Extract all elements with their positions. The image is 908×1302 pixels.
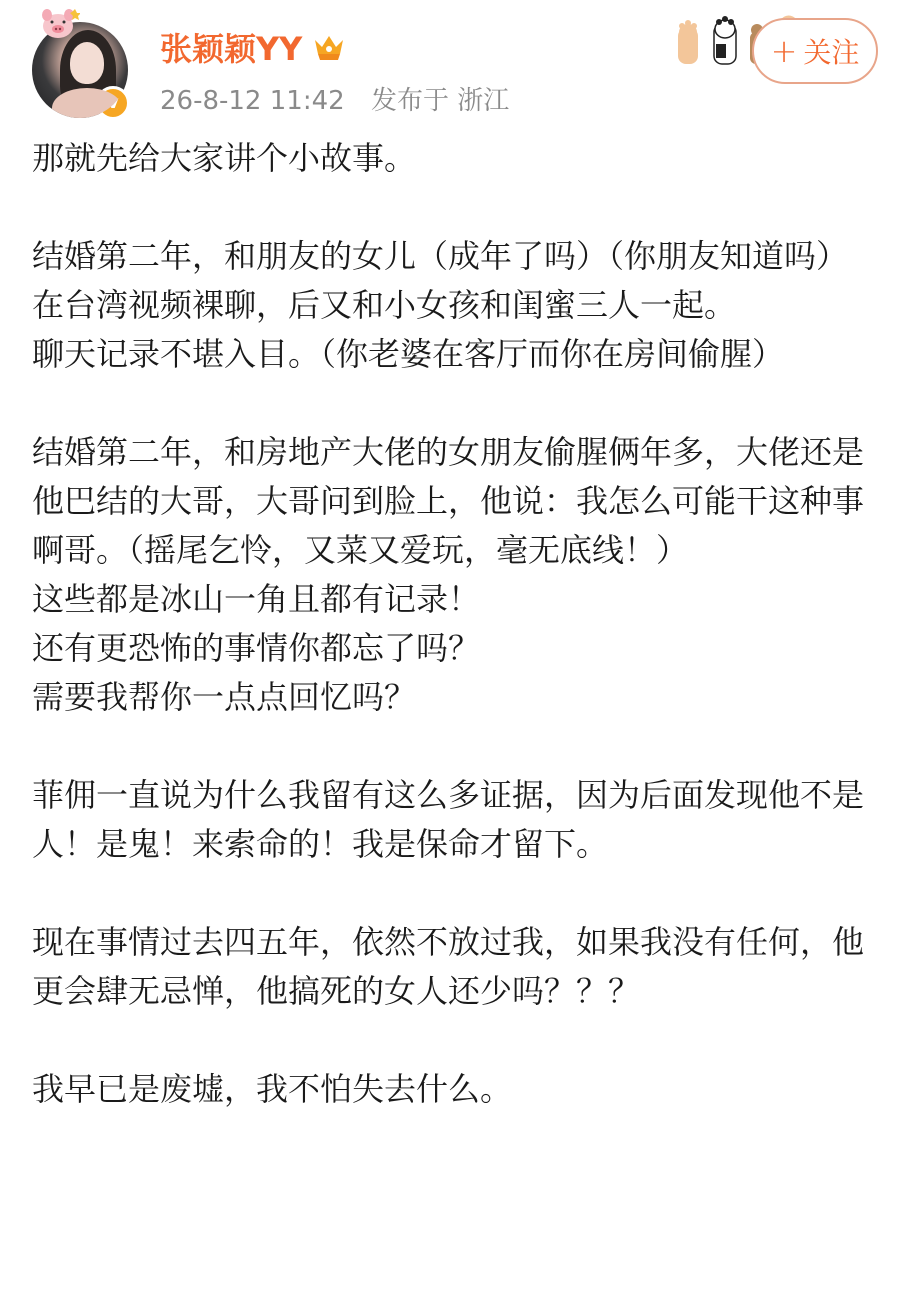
post-text-line: 还有更恐怖的事情你都忘了吗？ <box>32 629 481 667</box>
post-text-line: 需要我帮你一点点回忆吗？ <box>32 678 417 716</box>
paragraph-gap <box>32 722 878 771</box>
post-timestamp: 26-8-12 11:42 <box>160 86 345 116</box>
post-text-line: 那就先给大家讲个小故事。 <box>32 139 417 177</box>
follow-button[interactable] <box>752 18 878 84</box>
avatar-face <box>70 42 104 84</box>
paragraph-gap <box>32 1016 878 1065</box>
paragraph-gap <box>32 183 878 232</box>
post-text-line: 菲佣一直说为什么我留有这么多证据，因为后面发现他不是人！是鬼！来索命的！我是保命才留下。 <box>32 776 865 863</box>
post-location: 发布于 浙江 <box>370 86 510 116</box>
post-text-line: 结婚第二年，和房地产大佬的女朋友偷腥俩年多，大佬还是他巴结的大哥，大哥问到脸上，他说：我怎么可能干这种事啊哥。（摇尾乞怜，又菜又爱玩，毫无底线！） <box>32 433 865 569</box>
pig-avatar-decoration-icon <box>36 6 80 40</box>
post-text-line: 我早已是废墟，我不怕失去什么。 <box>32 1070 513 1108</box>
post-text-line: 现在事情过去四五年，依然不放过我，如果我没有任何，他更会肆无忌惮，他搞死的女人还少吗？？？ <box>32 923 865 1010</box>
username-row <box>160 24 346 70</box>
paragraph-gap <box>32 869 878 918</box>
post-text-line: 这些都是冰山一角且都有记录！ <box>32 580 481 618</box>
crown-badge-icon <box>312 32 346 62</box>
post-meta <box>160 80 509 117</box>
username[interactable]: 张颖颖YY <box>160 30 303 68</box>
post-text-line: 聊天记录不堪入目。（你老婆在客厅而你在房间偷腥） <box>32 335 785 373</box>
post-header <box>0 0 908 130</box>
plus-icon: + <box>770 32 798 70</box>
post-body <box>32 134 878 1114</box>
paragraph-gap <box>32 379 878 428</box>
post-text-line: 结婚第二年，和朋友的女儿（成年了吗）（你朋友知道吗）在台湾视频裸聊，后又和小女孩和闺蜜三人一起。 <box>32 237 849 324</box>
follow-button-label: 关注 <box>803 36 860 69</box>
